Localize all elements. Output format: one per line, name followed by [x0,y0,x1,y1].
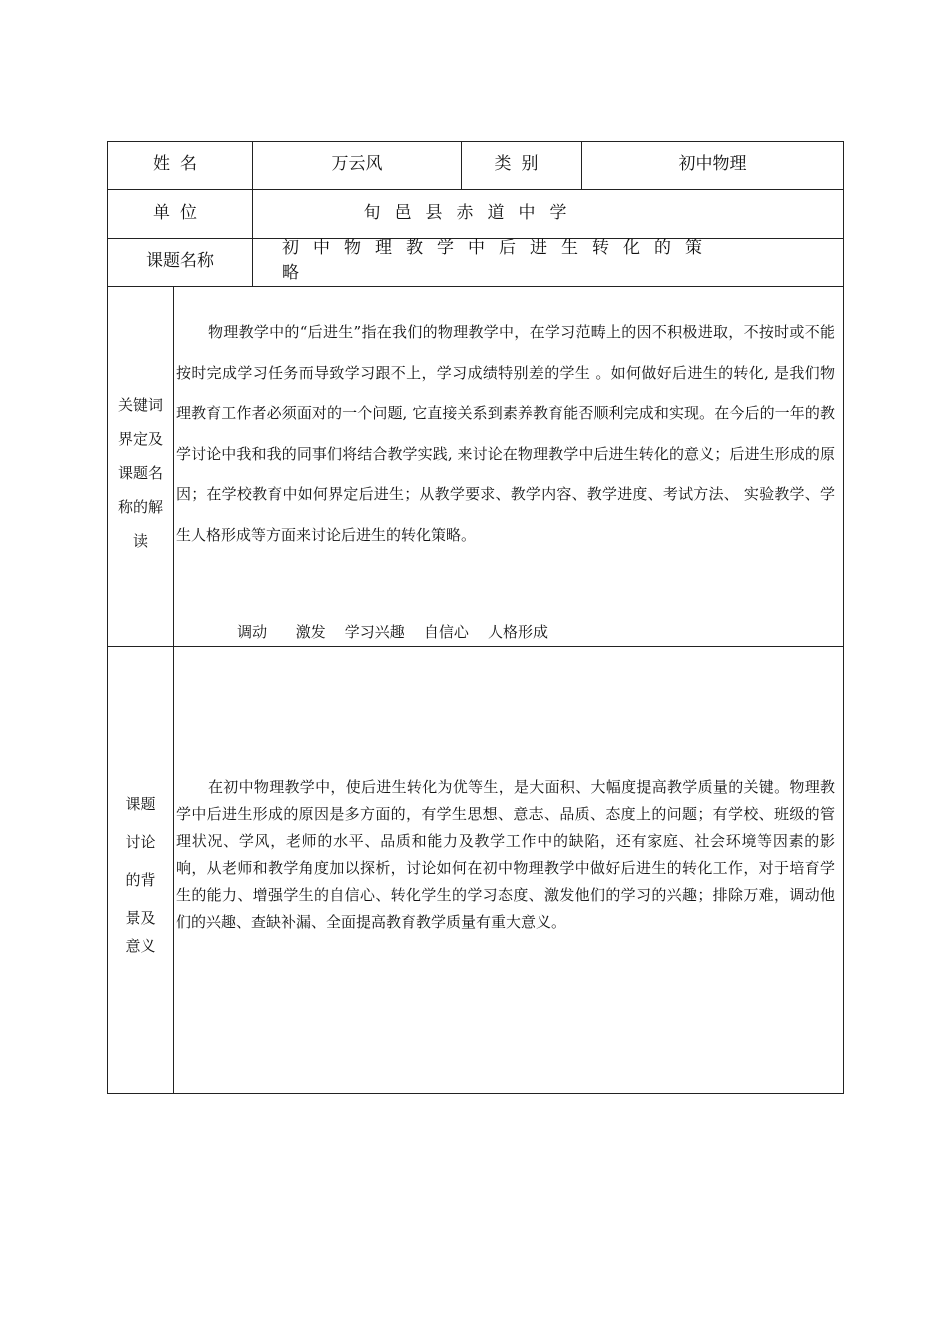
label-line: 关键词 [117,396,163,414]
keywords-paragraph: 物理教学中的“后进生”指在我们的物理教学中，在学习范畴上的因不积极进取，不按时或不能按时完成学习任务而导致学习跟不上，学习成绩特别差的学生 。如何做好后进生的转化, 是我们物理教育工作者必须面对的一个问题, 它直接关系到素养教育能否顺利完成和实现。在今后的一年的教学讨论中我和我的同事们将结合教学实践, 来讨论在物理教学中后进生转化的意义；后进生形成的原因；在学校教育中如何界定后进生；从教学要求、教学内容、教学进度、考试方法、 实验教学、学生人格形成等方面来讨论后进生的转化策略。 [176,323,835,544]
category-label: 类别 [494,153,549,174]
keyword: 自信心 [423,623,469,641]
table-border-bottom [107,1093,844,1094]
topic-value: 初中物理教学中后进生转化的策略 [282,238,716,283]
keywords-section-label [107,378,174,568]
label-line: 课题名 [117,464,163,482]
table-row-divider [107,286,844,287]
topic-label: 课题名称 [146,250,214,271]
table-border-right [843,141,844,1094]
background-section-label [107,790,174,960]
keyword: 调动 [237,623,268,641]
label-line: 称的解 [117,498,163,516]
unit-value: 旬邑县赤道中学 [363,202,581,223]
label-line: 课题 [125,795,156,813]
label-line: 景及 [125,909,156,927]
name-value: 万云风 [331,153,383,174]
keyword: 激发 [295,623,326,641]
keyword-list [218,603,548,660]
label-line: 的背 [125,871,156,889]
unit-label: 单位 [153,202,207,223]
label-line: 讨论 [125,833,156,851]
name-label: 姓名 [153,153,207,174]
label-line: 界定及 [117,430,163,448]
label-line: 意义 [125,937,156,955]
keyword: 学习兴趣 [344,623,405,641]
background-paragraph: 在初中物理教学中，使后进生转化为优等生，是大面积、大幅度提高教学质量的关键。物理教学中后进生形成的原因是多方面的，有学生思想、意志、品质、态度上的问题；有学校、班级的管理状况、学风，老师的水平、品质和能力及教学工作中的缺陷，还有家庭、社会环境等因素的影响，从老师和教学角度加以探析，讨论如何在初中物理教学中做好后进生的转化工作，对于培育学生的能力、增强学生的自信心、转化学生的学习态度、激发他们的学习的兴趣；排除万难，调动他们的兴趣、查缺补漏、全面提高教育教学质量有重大意义。 [176,778,835,931]
category-value: 初中物理 [678,153,747,174]
label-line: 读 [132,532,148,550]
keyword: 人格形成 [487,623,548,641]
